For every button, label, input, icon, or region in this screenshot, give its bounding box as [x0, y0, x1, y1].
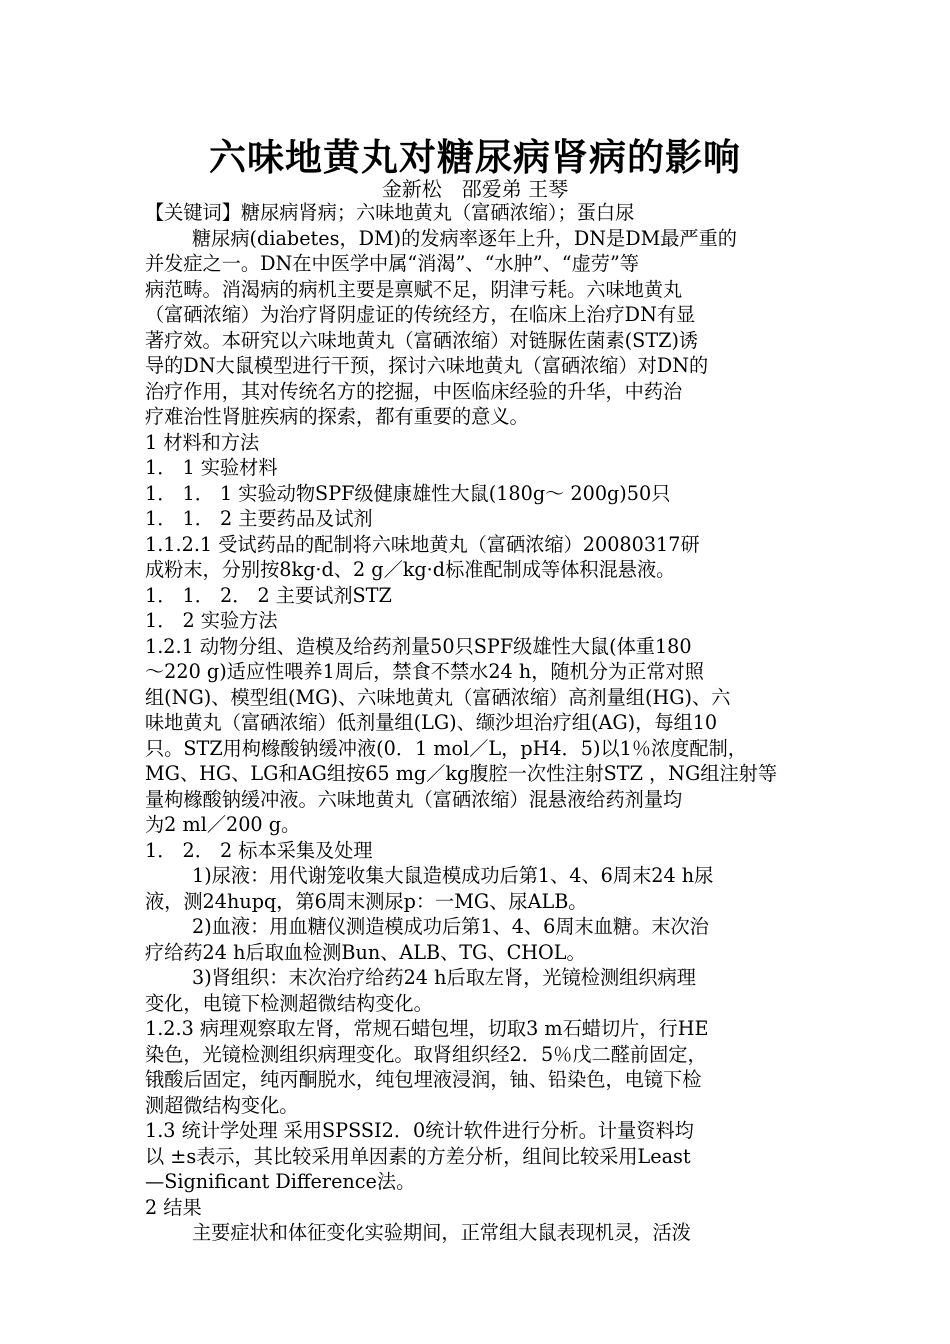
body-text-line: 锇酸后固定，纯丙酮脱水，纯包埋液浸润，铀、铅染色，电镜下检 [145, 1068, 702, 1091]
body-text-line: 以 ±s表示，其比较采用单因素的方差分析，组间比较采用Least [145, 1144, 691, 1168]
keywords-line: 【关键词】糖尿病肾病；六味地黄丸（富硒浓缩）；蛋白尿 [145, 201, 635, 224]
body-text-line: 1． 1． 1 实验动物SPF级健康雄性大鼠(180g～ 200g)50只 [145, 481, 671, 505]
section-heading: 2 结果 [145, 1195, 202, 1219]
body-text-line: 并发症之一。DN在中医学中属“消渴”、“水肿”、“虚劳”等 [145, 252, 639, 275]
body-text-line: 成粉末，分别按8kg·d、2 g／kg·d标准配制成等体积混悬液。 [145, 558, 676, 581]
body-text-line: 疗难治性肾脏疾病的探索，都有重要的意义。 [145, 405, 529, 428]
body-text-line: 2)血液：用血糖仪测造模成功后第1、4、6周末血糖。末次治 [192, 915, 709, 938]
body-text-line: 测超微结构变化。 [145, 1093, 299, 1117]
section-heading: 1 材料和方法 [145, 430, 260, 454]
paper-title: 六味地黄丸对糖尿病肾病的影响 [209, 136, 741, 179]
body-text-line: 组(NG)、模型组(MG)、六味地黄丸（富硒浓缩）高剂量组(HG)、六 [145, 685, 731, 709]
body-text-line: （富硒浓缩）为治疗肾阴虚证的传统经方，在临床上治疗DN有显 [145, 303, 696, 326]
body-text-line: 1)尿液：用代谢笼收集大鼠造模成功后第1、4、6周末24 h尿 [192, 864, 714, 887]
paper-body [145, 200, 810, 1246]
body-text-line: 1.3 统计学处理 采用SPSSI2．0统计软件进行分析。计量资料均 [145, 1119, 694, 1142]
body-text-line: 1.1.2.1 受试药品的配制将六味地黄丸（富硒浓缩）20080317研 [145, 532, 700, 556]
body-text-line: 变化，电镜下检测超微结构变化。 [145, 991, 433, 1015]
body-text-line: 1． 1． 2． 2 主要试剂STZ [145, 583, 392, 607]
body-text-line: 疗给药24 h后取血检测Bun、ALB、TG、CHOL。 [145, 940, 586, 964]
body-text-line: 味地黄丸（富硒浓缩）低剂量组(LG)、缬沙坦治疗组(AG)，每组10 [145, 711, 718, 734]
body-text-line: 导的DN大鼠模型进行干预，探讨六味地黄丸（富硒浓缩）对DN的 [145, 354, 709, 377]
body-text-line: 1.2.3 病理观察取左肾，常规石蜡包埋，切取3 m石蜡切片，行HE [145, 1017, 709, 1040]
body-text-line: 只。STZ用枸橼酸钠缓冲液(0．1 mol／L，pH4．5)以1％浓度配制， [145, 736, 747, 760]
body-text-line: ～220 g)适应性喂养1周后，禁食不禁水24 h，随机分为正常对照 [145, 660, 704, 683]
author-list: 金新松 邵爱弟 王琴 [381, 177, 569, 201]
body-text-line: 1.2.1 动物分组、造模及给药剂量50只SPF级雄性大鼠(体重180 [145, 634, 692, 658]
body-text-line: 糖尿病(diabetes，DM)的发病率逐年上升，DN是DM最严重的 [192, 226, 737, 250]
body-text-line: 3)肾组织：末次治疗给药24 h后取左肾，光镜检测组织病理 [192, 966, 696, 989]
body-text-line: —Significant Difference法。 [145, 1170, 416, 1193]
subsection-heading: 1． 1 实验材料 [145, 456, 278, 479]
body-text-line: 著疗效。本研究以六味地黄丸（富硒浓缩）对链脲佐菌素(STZ)诱 [145, 328, 699, 352]
subsection-heading: 1． 2 实验方法 [145, 609, 278, 632]
body-text-line: 病范畴。消渴病的病机主要是禀赋不足，阴津亏耗。六味地黄丸 [145, 277, 683, 301]
subsection-heading: 1． 1． 2 主要药品及试剂 [145, 507, 373, 530]
body-text-line: 液，测24hupq，第6周末测尿p：一MG、尿ALB。 [145, 889, 588, 913]
body-text-line: 染色，光镜检测组织病理变化。取肾组织经2．5％戊二醛前固定， [145, 1042, 707, 1066]
body-text-line: MG、HG、LG和AG组按65 mg／kg腹腔一次性注射STZ ，NG组注射等 [145, 762, 778, 785]
body-text-line: 为2 ml／200 g。 [145, 813, 301, 836]
subsection-heading: 1． 2． 2 标本采集及处理 [145, 838, 373, 862]
body-text-line: 量枸橼酸钠缓冲液。六味地黄丸（富硒浓缩）混悬液给药剂量均 [145, 787, 683, 811]
body-text-line: 主要症状和体征变化实验期间，正常组大鼠表现机灵，活泼 [192, 1221, 691, 1244]
body-text-line: 治疗作用，其对传统名方的挖掘，中医临床经验的升华，中药治 [145, 379, 683, 403]
